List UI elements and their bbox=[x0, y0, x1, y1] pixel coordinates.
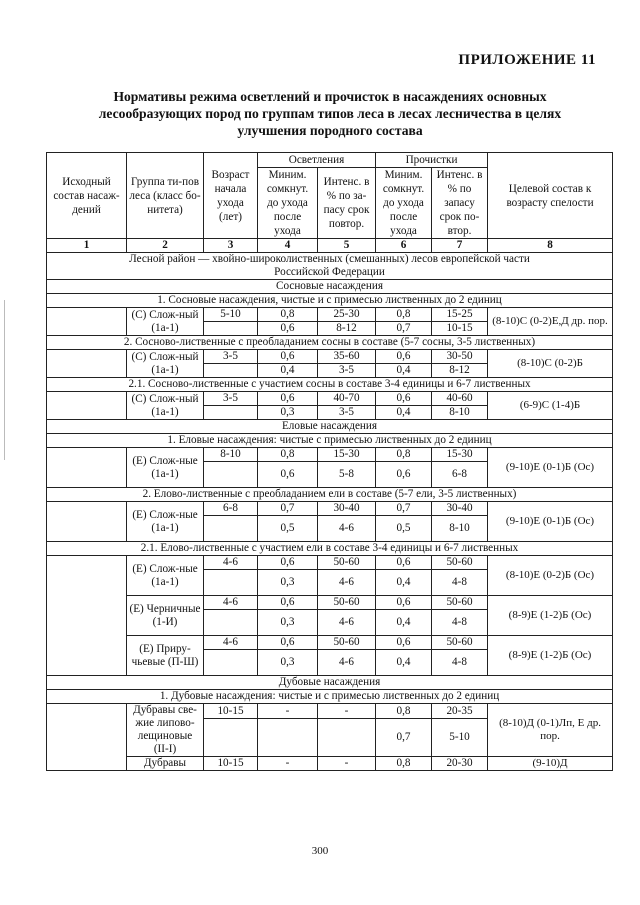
target-cell: (9-10)Д bbox=[488, 757, 613, 771]
empty-cell bbox=[204, 650, 258, 676]
value-cell: 0,5 bbox=[258, 516, 318, 542]
value-cell: 3-5 bbox=[318, 364, 376, 378]
section-pine: Сосновые насаждения bbox=[47, 280, 613, 294]
forest-type-cell: (Е) Слож-ные (1а-1) bbox=[127, 502, 204, 542]
value-cell: 0,7 bbox=[376, 502, 432, 516]
forest-type-cell: (С) Слож-ный (1а-1) bbox=[127, 392, 204, 420]
target-cell: (8-9)Е (1-2)Б (Ос) bbox=[488, 636, 613, 676]
value-cell: 0,4 bbox=[376, 610, 432, 636]
empty-cell bbox=[47, 392, 127, 420]
section-spruce: Еловые насаждения bbox=[47, 420, 613, 434]
value-cell: 15-25 bbox=[432, 308, 488, 322]
empty-cell bbox=[204, 406, 258, 420]
forest-type-cell: (Е) Черничные (1-И) bbox=[127, 596, 204, 636]
subsection-oak-1: 1. Дубовые насаждения: чистые и с примесью лиственных до 2 единиц bbox=[47, 690, 613, 704]
empty-cell bbox=[204, 516, 258, 542]
value-cell: 0,3 bbox=[258, 406, 318, 420]
subsection-spruce-2-1: 2.1. Елово-лиственные с участием ели в составе 3-4 единицы и 6-7 лиственных bbox=[47, 542, 613, 556]
table-row bbox=[47, 448, 613, 462]
value-cell: 15-30 bbox=[432, 448, 488, 462]
table-row bbox=[47, 704, 613, 719]
value-cell: - bbox=[318, 757, 376, 771]
empty-cell bbox=[204, 570, 258, 596]
value-cell: 40-70 bbox=[318, 392, 376, 406]
value-cell: 0,6 bbox=[258, 596, 318, 610]
value-cell: 10-15 bbox=[432, 322, 488, 336]
header-forest-type-group: Группа ти-пов леса (класс бо-нитета) bbox=[127, 153, 204, 239]
value-cell: 0,6 bbox=[258, 392, 318, 406]
value-cell: 50-60 bbox=[318, 596, 376, 610]
value-cell: 0,8 bbox=[376, 448, 432, 462]
value-cell: 0,3 bbox=[258, 650, 318, 676]
value-cell: 30-40 bbox=[318, 502, 376, 516]
target-cell: (8-10)С (0-2)Б bbox=[488, 350, 613, 378]
table-row bbox=[47, 757, 613, 771]
value-cell: 4-6 bbox=[318, 650, 376, 676]
value-cell: 0,7 bbox=[376, 322, 432, 336]
header-target-composition: Целевой состав к возрасту спелости bbox=[488, 153, 613, 239]
table-row bbox=[47, 392, 613, 406]
table-row bbox=[47, 350, 613, 364]
target-cell: (8-9)Е (1-2)Б (Ос) bbox=[488, 596, 613, 636]
value-cell: 8-10 bbox=[432, 406, 488, 420]
forest-type-cell: (Е) Слож-ные (1а-1) bbox=[127, 556, 204, 596]
forest-type-cell: Дубравы bbox=[127, 757, 204, 771]
col-number: 8 bbox=[488, 239, 613, 253]
norms-table bbox=[46, 152, 613, 771]
value-cell: 25-30 bbox=[318, 308, 376, 322]
age-cell: 4-6 bbox=[204, 596, 258, 610]
page-title: Нормативы режима осветлений и прочисток в насаждениях основных лесообразующих пород по группам типов леса в лесах лесничества в целях улучшения породного состава bbox=[98, 89, 562, 138]
empty-cell bbox=[47, 448, 127, 488]
value-cell: - bbox=[258, 757, 318, 771]
margin-mark bbox=[4, 300, 5, 460]
target-cell: (9-10)Е (0-1)Б (Ос) bbox=[488, 448, 613, 488]
value-cell: 0,6 bbox=[376, 392, 432, 406]
age-cell: 4-6 bbox=[204, 636, 258, 650]
age-cell: 3-5 bbox=[204, 392, 258, 406]
col-number: 6 bbox=[376, 239, 432, 253]
column-numbers-row bbox=[47, 239, 613, 253]
empty-cell bbox=[204, 462, 258, 488]
value-cell: 0,8 bbox=[258, 308, 318, 322]
value-cell: 0,6 bbox=[376, 636, 432, 650]
page-number: 300 bbox=[311, 845, 329, 857]
col-number: 4 bbox=[258, 239, 318, 253]
value-cell: 0,4 bbox=[258, 364, 318, 378]
col-number: 1 bbox=[47, 239, 127, 253]
value-cell: - bbox=[318, 704, 376, 719]
value-cell: 5-10 bbox=[432, 719, 488, 757]
value-cell: 50-60 bbox=[318, 636, 376, 650]
target-cell: (8-10)Е (0-2)Б (Ос) bbox=[488, 556, 613, 596]
empty-cell bbox=[204, 610, 258, 636]
header-osv-intensity: Интенс. в % по за-пасу срок повтор. bbox=[318, 168, 376, 239]
value-cell: 0,7 bbox=[258, 502, 318, 516]
value-cell: 35-60 bbox=[318, 350, 376, 364]
header-initial-composition: Исходный состав насаж-дений bbox=[47, 153, 127, 239]
value-cell: 0,3 bbox=[258, 610, 318, 636]
header-pr-intensity: Интенс. в % по запасу срок по-втор. bbox=[432, 168, 488, 239]
forest-type-cell: (Е) Слож-ные (1а-1) bbox=[127, 448, 204, 488]
header-start-age: Возраст начала ухода (лет) bbox=[204, 153, 258, 239]
value-cell: - bbox=[258, 704, 318, 719]
empty-cell bbox=[47, 308, 127, 336]
value-cell: 0,6 bbox=[258, 636, 318, 650]
value-cell: 8-10 bbox=[432, 516, 488, 542]
value-cell: 50-60 bbox=[432, 596, 488, 610]
value-cell: 0,6 bbox=[376, 556, 432, 570]
value-cell: 30-40 bbox=[432, 502, 488, 516]
forest-type-cell: Дубравы све-жие липово-лещиновые (II-I) bbox=[127, 704, 204, 757]
table-row bbox=[47, 502, 613, 516]
value-cell: 0,8 bbox=[376, 757, 432, 771]
header-pr-min-density: Миним. сомкнут. до ухода после ухода bbox=[376, 168, 432, 239]
value-cell: 0,6 bbox=[258, 556, 318, 570]
appendix-label: ПРИЛОЖЕНИЕ 11 bbox=[458, 52, 596, 68]
value-cell: 0,4 bbox=[376, 364, 432, 378]
subsection-pine-2-1: 2.1. Сосново-лиственные с участием сосны в составе 3-4 единицы и 6-7 лиственных bbox=[47, 378, 613, 392]
age-cell: 3-5 bbox=[204, 350, 258, 364]
value-cell: 0,7 bbox=[376, 719, 432, 757]
age-cell: 8-10 bbox=[204, 448, 258, 462]
age-cell: 6-8 bbox=[204, 502, 258, 516]
forest-type-cell: (С) Слож-ный (1а-1) bbox=[127, 350, 204, 378]
value-cell: 40-60 bbox=[432, 392, 488, 406]
value-cell: 0,6 bbox=[258, 462, 318, 488]
value-cell: 4-6 bbox=[318, 516, 376, 542]
value-cell bbox=[258, 719, 318, 757]
target-cell: (8-10)С (0-2)Е,Д др. пор. bbox=[488, 308, 613, 336]
value-cell: 0,8 bbox=[258, 448, 318, 462]
age-cell: 10-15 bbox=[204, 757, 258, 771]
value-cell: 3-5 bbox=[318, 406, 376, 420]
value-cell: 0,8 bbox=[376, 704, 432, 719]
table-row bbox=[47, 556, 613, 570]
header-osv-min-density: Миним. сомкнут. до ухода после ухода bbox=[258, 168, 318, 239]
subsection-spruce-1: 1. Еловые насаждения: чистые с примесью лиственных до 2 единиц bbox=[47, 434, 613, 448]
value-cell: 4-6 bbox=[318, 570, 376, 596]
age-cell: 5-10 bbox=[204, 308, 258, 322]
forest-type-cell: (Е) Приру-чьевые (П-Ш) bbox=[127, 636, 204, 676]
target-cell: (6-9)С (1-4)Б bbox=[488, 392, 613, 420]
table-row bbox=[47, 308, 613, 322]
value-cell: 50-60 bbox=[432, 636, 488, 650]
norms-table-container bbox=[46, 152, 612, 771]
value-cell: 0,4 bbox=[376, 406, 432, 420]
value-cell: 0,6 bbox=[258, 350, 318, 364]
empty-cell bbox=[47, 350, 127, 378]
value-cell: 0,3 bbox=[258, 570, 318, 596]
value-cell: 0,8 bbox=[376, 308, 432, 322]
value-cell: 0,6 bbox=[376, 462, 432, 488]
forest-type-cell: (С) Слож-ный (1а-1) bbox=[127, 308, 204, 336]
value-cell: 6-8 bbox=[432, 462, 488, 488]
col-number: 3 bbox=[204, 239, 258, 253]
subsection-spruce-2: 2. Елово-лиственные с преобладанием ели в составе (5-7 ели, 3-5 лиственных) bbox=[47, 488, 613, 502]
value-cell: 5-8 bbox=[318, 462, 376, 488]
value-cell: 8-12 bbox=[318, 322, 376, 336]
empty-cell bbox=[204, 719, 258, 757]
age-cell: 4-6 bbox=[204, 556, 258, 570]
value-cell: 0,4 bbox=[376, 650, 432, 676]
empty-cell bbox=[204, 364, 258, 378]
value-cell: 15-30 bbox=[318, 448, 376, 462]
age-cell: 10-15 bbox=[204, 704, 258, 719]
value-cell bbox=[318, 719, 376, 757]
table-row bbox=[47, 596, 613, 610]
header-osvetleniya: Осветления bbox=[258, 153, 376, 168]
subsection-pine-2: 2. Сосново-лиственные с преобладанием сосны в составе (5-7 сосны, 3-5 лиственных) bbox=[47, 336, 613, 350]
col-number: 2 bbox=[127, 239, 204, 253]
subsection-pine-1: 1. Сосновые насаждения, чистые и с примесью лиственных до 2 единиц bbox=[47, 294, 613, 308]
header-prochistki: Прочистки bbox=[376, 153, 488, 168]
value-cell: 0,6 bbox=[376, 596, 432, 610]
value-cell: 0,6 bbox=[376, 350, 432, 364]
value-cell: 8-12 bbox=[432, 364, 488, 378]
value-cell: 0,4 bbox=[376, 570, 432, 596]
empty-cell bbox=[204, 322, 258, 336]
value-cell: 4-8 bbox=[432, 610, 488, 636]
target-cell: (8-10)Д (0-1)Лп, Е др. пор. bbox=[488, 704, 613, 757]
value-cell: 0,6 bbox=[258, 322, 318, 336]
value-cell: 4-6 bbox=[318, 610, 376, 636]
section-oak: Дубовые насаждения bbox=[47, 676, 613, 690]
target-cell: (9-10)Е (0-1)Б (Ос) bbox=[488, 502, 613, 542]
value-cell: 30-50 bbox=[432, 350, 488, 364]
value-cell: 20-30 bbox=[432, 757, 488, 771]
empty-cell bbox=[47, 556, 127, 676]
table-row bbox=[47, 636, 613, 650]
empty-cell bbox=[47, 704, 127, 771]
value-cell: 50-60 bbox=[318, 556, 376, 570]
value-cell: 50-60 bbox=[432, 556, 488, 570]
col-number: 7 bbox=[432, 239, 488, 253]
region-row: Лесной район — хвойно-широколиственных (смешанных) лесов европейской части Российской Федерации bbox=[47, 253, 613, 280]
empty-cell bbox=[47, 502, 127, 542]
value-cell: 0,5 bbox=[376, 516, 432, 542]
col-number: 5 bbox=[318, 239, 376, 253]
value-cell: 4-8 bbox=[432, 650, 488, 676]
value-cell: 4-8 bbox=[432, 570, 488, 596]
value-cell: 20-35 bbox=[432, 704, 488, 719]
